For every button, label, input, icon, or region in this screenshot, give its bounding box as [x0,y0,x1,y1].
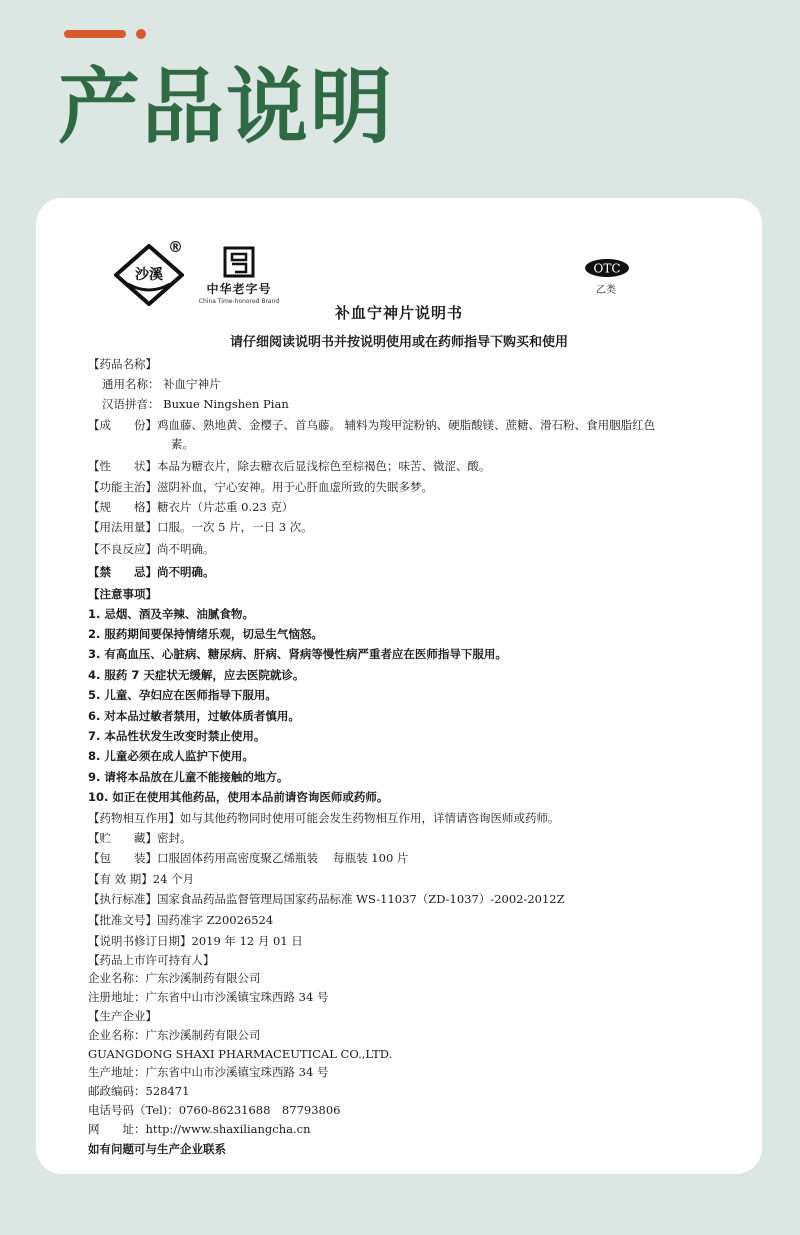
time-honored-brand-icon [223,246,255,278]
document-title: 补血宁神片说明书 [334,304,463,322]
generic-name: 通用名称： 补血宁神片 [102,377,221,391]
precaution-item: 10. 如正在使用其他药品，使用本品前请咨询医师或药师。 [88,790,389,804]
website: 网 址：http://www.shaxiliangcha.cn [88,1122,311,1136]
precaution-item: 3. 有高血压、心脏病、糖尿病、肝病、肾病等慢性病严重者应在医师指导下服用。 [88,647,507,661]
precaution-item: 1. 忌烟、酒及辛辣、油腻食物。 [88,607,254,621]
manufacturer-name: 企业名称：广东沙溪制药有限公司 [88,1028,261,1042]
precautions-header: 【注意事项】 [88,587,157,601]
precaution-item: 7. 本品性状发生改变时禁止使用。 [88,729,266,743]
manufacturer-address: 生产地址：广东省中山市沙溪镇宝珠西路 34 号 [88,1065,329,1079]
time-honored-brand-cn: 中华老字号 [206,282,272,296]
drug-name-header: 【药品名称】 [88,357,157,371]
shaxi-logo-text: 沙溪 [135,267,163,283]
function: 【功能主治】滋阴补血，宁心安神。用于心肝血虚所致的失眠多梦。 [88,480,433,494]
storage: 【贮 藏】密封。 [88,831,192,845]
phone-number: 电话号码（Tel)：0760-86231688 87793806 [88,1103,341,1117]
otc-badge-icon [584,258,630,278]
ingredients-line-2: 素。 [171,437,194,451]
precaution-item: 8. 儿童必须在成人监护下使用。 [88,749,254,763]
specification: 【规 格】糖衣片（片芯重 0.23 克） [88,500,294,514]
document-warning: 请仔细阅读说明书并按说明使用或在药师指导下购买和使用 [229,335,568,350]
properties: 【性 状】本品为糖衣片，除去糖衣后显浅棕色至棕褐色；味苦、微涩、酸。 [88,459,491,473]
contraindications: 【禁 忌】尚不明确。 [88,565,215,579]
mah-address: 注册地址：广东省中山市沙溪镇宝珠西路 34 号 [88,990,329,1004]
china-time-honored-brand-logo [196,246,282,305]
manufacturer-header: 【生产企业】 [88,1009,157,1023]
precaution-item: 6. 对本品过敏者禁用，过敏体质者慎用。 [88,709,300,723]
contact-note: 如有问题可与生产企业联系 [88,1142,226,1156]
time-honored-brand-en: China Time-honored Brand [198,298,280,305]
precaution-item: 5. 儿童、孕妇应在医师指导下服用。 [88,688,277,702]
manufacturer-name-en: GUANGDONG SHAXI PHARMACEUTICAL CO.,LTD. [88,1047,393,1061]
approval-number: 【批准文号】国药准字 Z20026524 [88,913,274,927]
mah-header: 【药品上市许可持有人】 [88,953,215,967]
revision-date: 【说明书修订日期】2019 年 12 月 01 日 [88,934,303,948]
package: 【包 装】口服固体药用高密度聚乙烯瓶装 每瓶装 100 片 [88,851,409,865]
page-title: 产品说明 [58,60,395,155]
accent-bar [64,30,126,38]
validity: 【有 效 期】24 个月 [88,872,195,886]
postcode: 邮政编码：528471 [88,1084,190,1098]
accent-dot [136,29,146,39]
pinyin-name: 汉语拼音： Buxue Ningshen Pian [102,397,289,411]
ingredients-line-1: 【成 份】鸡血藤、熟地黄、金樱子、首乌藤。 辅料为羧甲淀粉钠、硬脂酸镁、蔗糖、滑石粉、食用胭脂红色 [88,418,656,432]
execution-standard: 【执行标准】国家食品药品监督管理局国家药品标准 WS-11037（ZD-1037）-2002-2012Z [88,892,565,906]
drug-interaction: 【药物相互作用】如与其他药物同时使用可能会发生药物相互作用，详情请咨询医师或药师。 [88,811,560,825]
precaution-item: 4. 服药 7 天症状无缓解，应去医院就诊。 [88,668,305,682]
instruction-card [36,198,762,1174]
registered-mark: ® [168,238,183,256]
otc-text: OTC [593,261,621,276]
precaution-item: 9. 请将本品放在儿童不能接触的地方。 [88,770,289,784]
precaution-item: 2. 服药期间要保持情绪乐观，切忌生气恼怒。 [88,627,323,641]
mah-name: 企业名称：广东沙溪制药有限公司 [88,971,261,985]
usage: 【用法用量】口服。一次 5 片，一日 3 次。 [88,520,313,534]
adverse-reactions: 【不良反应】尚不明确。 [88,542,215,556]
otc-class-label: 乙类 [596,285,616,296]
